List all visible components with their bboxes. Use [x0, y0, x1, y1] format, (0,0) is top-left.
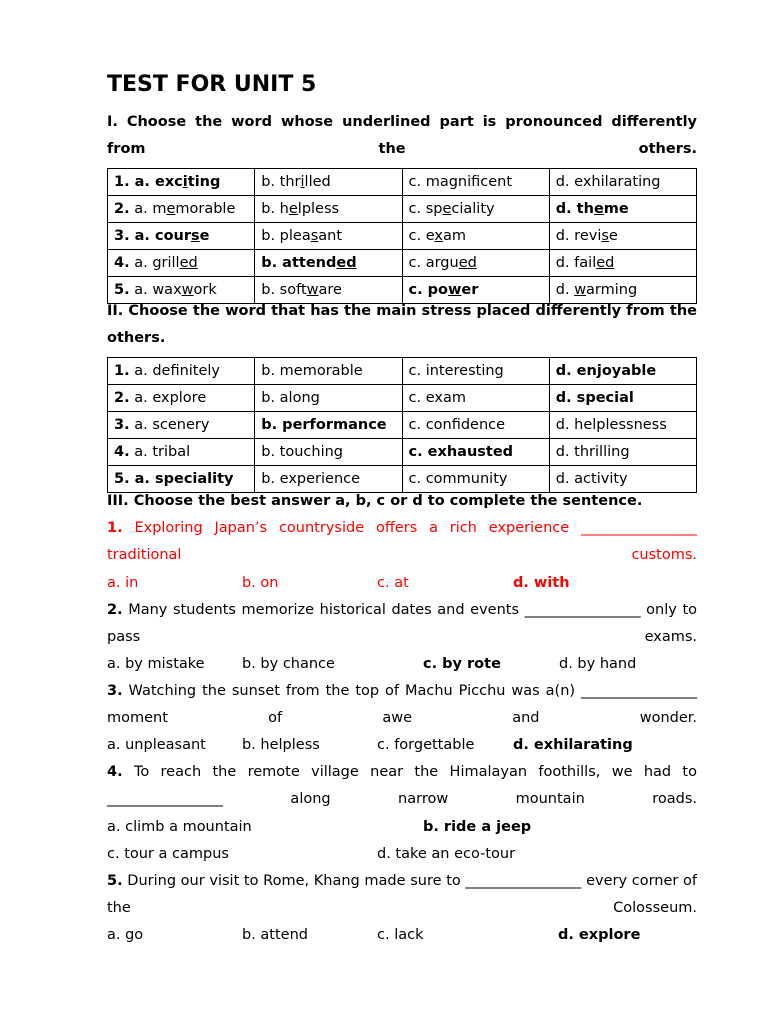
- question-number: 2.: [114, 390, 130, 406]
- question-text: To reach the remote village near the Himalayan foothills, we had to ________________ along narrow mountain roads.: [107, 764, 697, 807]
- option-text: b. attend: [261, 255, 337, 271]
- table-cell: [108, 412, 255, 439]
- answer-option: a. go: [107, 927, 144, 943]
- table-cell: [549, 385, 696, 412]
- table-cell: [549, 358, 696, 385]
- option-text: c. argu: [408, 255, 459, 271]
- answer-option: b. helpless: [242, 737, 320, 753]
- question-number: 2.: [114, 201, 130, 217]
- option-text: 3. a. cour: [114, 228, 192, 244]
- option-text: are: [318, 282, 342, 298]
- answer-option: c. tour a campus: [107, 846, 229, 862]
- table-row: [108, 412, 697, 439]
- option-text: a. wax: [129, 282, 182, 298]
- question-number: 5.: [114, 282, 130, 298]
- option-text: ting: [187, 174, 221, 190]
- question-number: 1.: [114, 363, 130, 379]
- option-text: me: [603, 201, 629, 217]
- answer-option: b. ride a jeep: [423, 819, 532, 835]
- option-text: d.: [555, 282, 575, 298]
- pronunciation-table: [107, 168, 697, 304]
- table-cell: [255, 385, 402, 412]
- table-cell: [108, 358, 255, 385]
- answer-option: c. at: [377, 575, 409, 591]
- underlined-part: w: [448, 282, 462, 298]
- option-text: 5. a. speciality: [114, 471, 234, 487]
- option-text: ant: [318, 228, 343, 244]
- option-text: a. grill: [129, 255, 180, 271]
- answer-options: [107, 922, 697, 949]
- answer-options: [107, 570, 697, 597]
- option-text: c. magnificent: [408, 174, 513, 190]
- question-number: 3.: [107, 683, 123, 699]
- option-text: c. confidence: [408, 417, 506, 433]
- page-title: TEST FOR UNIT 5: [107, 72, 317, 97]
- underlined-part: s: [310, 228, 319, 244]
- option-text: b. along: [261, 390, 320, 406]
- question-text: During our visit to Rome, Khang made sure to ________________ every corner of the Colosseum.: [107, 873, 697, 916]
- answer-option: a. in: [107, 575, 139, 591]
- option-text: d. special: [555, 390, 634, 406]
- table-cell: [549, 250, 696, 277]
- answer-option: b. attend: [242, 927, 308, 943]
- option-text: a. tribal: [129, 444, 191, 460]
- table-cell: [108, 385, 255, 412]
- option-text: c. sp: [408, 201, 443, 217]
- table-cell: [108, 250, 255, 277]
- table-row: [108, 385, 697, 412]
- table-cell: [549, 196, 696, 223]
- table-row: [108, 223, 697, 250]
- option-text: e: [608, 228, 618, 244]
- underlined-part: e: [593, 201, 604, 217]
- table-cell: [108, 223, 255, 250]
- table-cell: [402, 358, 549, 385]
- table-cell: [402, 250, 549, 277]
- underlined-part: i: [300, 174, 305, 190]
- option-text: 1. a. exc: [114, 174, 183, 190]
- option-text: ciality: [451, 201, 495, 217]
- table-cell: [108, 169, 255, 196]
- table-cell: [255, 439, 402, 466]
- underlined-part: ed: [458, 255, 477, 271]
- option-text: a. m: [129, 201, 167, 217]
- table-cell: [402, 196, 549, 223]
- option-text: lpless: [297, 201, 340, 217]
- option-text: b. soft: [261, 282, 307, 298]
- question-number: 1.: [107, 520, 123, 536]
- table-cell: [549, 412, 696, 439]
- table-cell: [255, 169, 402, 196]
- underlined-part: w: [181, 282, 194, 298]
- answer-option: d. explore: [558, 927, 641, 943]
- underlined-part: x: [434, 228, 443, 244]
- option-text: b. h: [261, 201, 289, 217]
- option-text: a. definitely: [129, 363, 221, 379]
- table-cell: [255, 223, 402, 250]
- answer-option: c. forgettable: [377, 737, 475, 753]
- table-cell: [402, 412, 549, 439]
- option-text: arming: [586, 282, 638, 298]
- underlined-part: i: [182, 174, 188, 190]
- option-text: lled: [304, 174, 331, 190]
- answer-option: c. by rote: [423, 656, 501, 672]
- option-text: d. fail: [555, 255, 597, 271]
- option-text: d. enjoyable: [555, 363, 657, 379]
- section-2-heading: II. Choose the word that has the main stress placed differently from the others.: [107, 303, 697, 346]
- answer-options: [107, 841, 697, 868]
- table-cell: [108, 439, 255, 466]
- option-text: b. touching: [261, 444, 344, 460]
- table-cell: [402, 223, 549, 250]
- question-number: 3.: [114, 417, 130, 433]
- option-text: c. po: [408, 282, 448, 298]
- option-text: e: [199, 228, 210, 244]
- option-text: morable: [175, 201, 236, 217]
- table-cell: [549, 439, 696, 466]
- stress-table: [107, 357, 697, 493]
- option-text: b. performance: [261, 417, 387, 433]
- underlined-part: s: [191, 228, 200, 244]
- question-number: 4.: [114, 255, 130, 271]
- option-text: b. memorable: [261, 363, 363, 379]
- question-number: 5.: [107, 873, 123, 889]
- underlined-part: w: [574, 282, 587, 298]
- option-text: b. thr: [261, 174, 301, 190]
- answer-options: [107, 651, 697, 678]
- table-row: [108, 196, 697, 223]
- underlined-part: ed: [596, 255, 615, 271]
- underlined-part: e: [442, 201, 452, 217]
- option-text: am: [442, 228, 466, 244]
- underlined-part: s: [601, 228, 609, 244]
- underlined-part: e: [288, 201, 298, 217]
- option-text: d. thrilling: [555, 444, 630, 460]
- underlined-part: ed: [179, 255, 198, 271]
- table-cell: [549, 169, 696, 196]
- option-text: c. interesting: [408, 363, 504, 379]
- table-cell: [255, 196, 402, 223]
- option-text: er: [461, 282, 479, 298]
- section-1-heading: I. Choose the word whose underlined part is pronounced differently from the others.: [107, 114, 697, 157]
- question-text: Watching the sunset from the top of Machu Picchu was a(n) ________________ moment of awe and wonder.: [107, 683, 697, 726]
- option-text: d. helplessness: [555, 417, 667, 433]
- table-cell: [255, 250, 402, 277]
- question-number: 2.: [107, 602, 123, 618]
- answer-option: c. lack: [377, 927, 424, 943]
- option-text: d. exhilarating: [555, 174, 661, 190]
- answer-option: d. take an eco-tour: [377, 846, 516, 862]
- option-text: c. community: [408, 471, 508, 487]
- option-text: a. scenery: [129, 417, 210, 433]
- answer-option: d. with: [513, 575, 570, 591]
- answer-options: [107, 814, 697, 841]
- option-text: c. exam: [408, 390, 466, 406]
- table-row: [108, 439, 697, 466]
- question-number: 4.: [114, 444, 130, 460]
- question-number: 4.: [107, 764, 123, 780]
- option-text: d. th: [555, 201, 594, 217]
- question-text: Exploring Japan’s countryside offers a rich experience ________________ traditional customs.: [107, 520, 697, 563]
- option-text: c. exhausted: [408, 444, 514, 460]
- option-text: a. explore: [129, 390, 207, 406]
- option-text: c. e: [408, 228, 435, 244]
- answer-option: a. climb a mountain: [107, 819, 252, 835]
- answer-options: [107, 732, 697, 759]
- table-row: [108, 250, 697, 277]
- table-cell: [255, 358, 402, 385]
- table-cell: [108, 196, 255, 223]
- table-row: [108, 169, 697, 196]
- answer-option: d. by hand: [559, 656, 637, 672]
- option-text: d. revi: [555, 228, 602, 244]
- table-row: [108, 358, 697, 385]
- underlined-part: ed: [336, 255, 357, 271]
- section-3-heading: III. Choose the best answer a, b, c or d to complete the sentence.: [107, 493, 643, 509]
- answer-option: a. unpleasant: [107, 737, 206, 753]
- answer-option: d. exhilarating: [513, 737, 633, 753]
- option-text: ork: [193, 282, 217, 298]
- option-text: d. activity: [555, 471, 628, 487]
- question-text: Many students memorize historical dates and events ________________ only to pass exams.: [107, 602, 697, 645]
- option-text: b. experience: [261, 471, 361, 487]
- option-text: b. plea: [261, 228, 311, 244]
- underlined-part: e: [166, 201, 176, 217]
- table-cell: [402, 385, 549, 412]
- underlined-part: w: [306, 282, 319, 298]
- table-cell: [402, 439, 549, 466]
- table-cell: [402, 169, 549, 196]
- answer-option: a. by mistake: [107, 656, 205, 672]
- answer-option: b. on: [242, 575, 279, 591]
- answer-option: b. by chance: [242, 656, 335, 672]
- table-cell: [255, 412, 402, 439]
- table-cell: [549, 223, 696, 250]
